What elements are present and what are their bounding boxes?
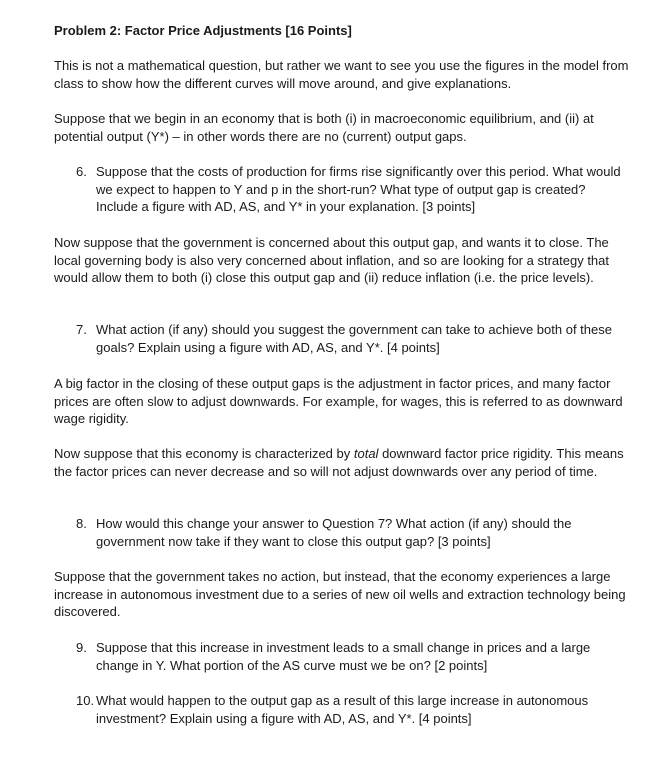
question-10-number: 10.: [76, 693, 95, 708]
question-8: [76, 515, 626, 550]
rigidity-text-after: downward factor price rigidity. This means the factor prices can never decrease and so will not adjust downwards over any period of time.: [54, 446, 624, 479]
intro-paragraph: This is not a mathematical question, but rather we want to see you use the figures in the model from class to show how the different curves will move around, and give explanations.: [54, 58, 629, 91]
question-6: [76, 163, 626, 216]
question-9-text: Suppose that this increase in investment leads to a small change in prices and a large change in Y. What portion of the AS curve must we be on? [2 points]: [96, 640, 591, 673]
question-9: [76, 639, 626, 674]
question-8-text: How would this change your answer to Question 7? What action (if any) should the government now take if they want to close this output gap? [3 points]: [96, 516, 572, 549]
factor-prices-paragraph: A big factor in the closing of these output gaps is the adjustment in factor prices, and many factor prices are often slow to adjust downwards. For example, for wages, this is referred to as downward wage rigidity.: [54, 376, 623, 426]
question-7: [76, 321, 626, 356]
rigidity-emphasis: total: [353, 446, 379, 461]
rigidity-paragraph: [54, 445, 629, 480]
question-10: [76, 692, 626, 727]
government-paragraph: Now suppose that the government is concerned about this output gap, and wants it to close. The local governing body is also very concerned about inflation, and so are looking for a strategy that would allow them to both (i) close this output gap and (ii) reduce inflation (i.e. the price levels).: [54, 235, 610, 285]
question-7-text: What action (if any) should you suggest the government can take to achieve both of these goals? Explain using a figure with AD, AS, and Y*. [4 points]: [96, 322, 612, 355]
question-9-number: 9.: [76, 640, 87, 655]
question-7-number: 7.: [76, 322, 87, 337]
setup-paragraph: Suppose that we begin in an economy that is both (i) in macroeconomic equilibrium, and (ii) at potential output (Y*) – in other words there are no (current) output gaps.: [54, 111, 594, 144]
question-6-number: 6.: [76, 164, 87, 179]
question-6-text: Suppose that the costs of production for firms rise significantly over this period. What would we expect to happen to Y and p in the short-run? What type of output gap is created? Include a figure with AD, AS, and Y* in your explanation. [3 points]: [96, 164, 621, 214]
rigidity-text-before: Now suppose that this economy is characterized by: [54, 446, 354, 461]
investment-paragraph: Suppose that the government takes no action, but instead, that the economy experiences a large increase in autonomous investment due to a series of new oil wells and extraction technology being discovered.: [54, 569, 626, 619]
question-8-number: 8.: [76, 516, 87, 531]
question-10-text: What would happen to the output gap as a result of this large increase in autonomous investment? Explain using a figure with AD, AS, and Y*. [4 points]: [96, 693, 589, 726]
problem-title: Problem 2: Factor Price Adjustments [16 Points]: [54, 23, 352, 38]
